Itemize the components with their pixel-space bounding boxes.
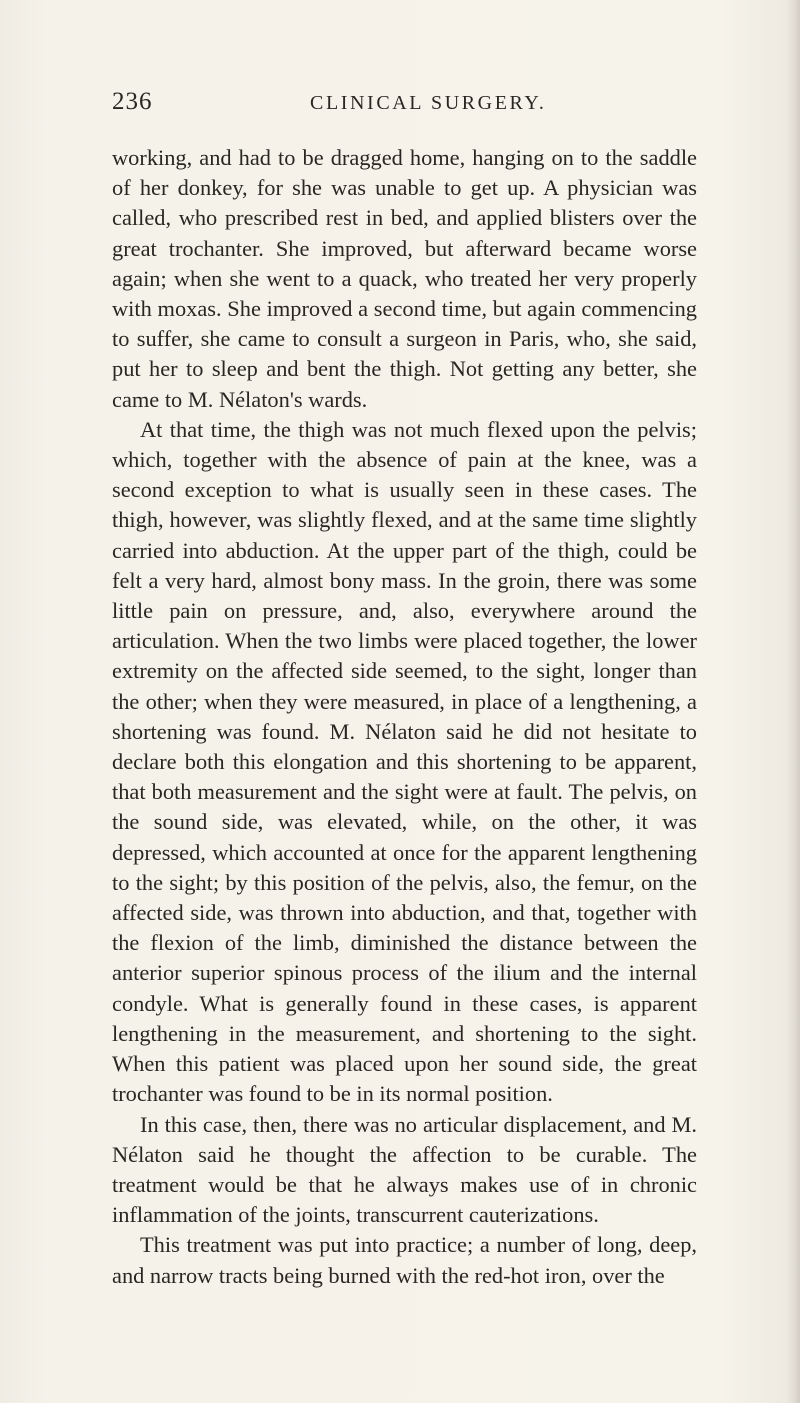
running-head — [112, 88, 692, 122]
paragraph-continued: working, and had to be dragged home, hanging on to the saddle of her donkey, for she was unable to get up. A physician was called, who prescribed rest in bed, and applied blisters over the great trochanter. She improved, but afterward became worse again; when she went to a quack, who treated her very properly with moxas. She improved a second time, but again commencing to suffer, she came to consult a surgeon in Paris, who, she said, put her to sleep and bent the thigh. Not getting any better, she came to M. Nélaton's wards. — [112, 145, 697, 412]
page-edge-shadow — [786, 0, 800, 1403]
page-number: 236 — [112, 88, 153, 115]
running-head-title: CLINICAL SURGERY. — [310, 92, 547, 114]
paragraph: This treatment was put into practice; a number of long, deep, and narrow tracts being burned with the red-hot iron, over the — [112, 1232, 697, 1288]
paragraph: At that time, the thigh was not much flexed upon the pelvis; which, together with the absence of pain at the knee, was a second exception to what is usually seen in these cases. The thigh, however, was slightly flexed, and at the same time slightly carried into abduction. At the upper part of the thigh, could be felt a very hard, almost bony mass. In the groin, there was some little pain on pressure, and, also, everywhere around the articulation. When the two limbs were placed together, the lower extremity on the affected side seemed, to the sight, longer than the other; when they were measured, in place of a lengthening, a shortening was found. M. Nélaton said he did not hesitate to declare both this elongation and this shortening to be apparent, that both measurement and the sight were at fault. The pelvis, on the sound side, was elevated, while, on the other, it was depressed, which accounted at once for the apparent lengthening to the sight; by this position of the pelvis, also, the femur, on the affected side, was thrown into abduction, and that, together with the flexion of the limb, diminished the distance between the anterior superior spinous process of the ilium and the internal condyle. What is generally found in these cases, is apparent lengthening in the measurement, and shortening to the sight. When this patient was placed upon her sound side, the great trochanter was found to be in its normal position. — [112, 416, 697, 1107]
paragraph: In this case, then, there was no articular displacement, and M. Nélaton said he thought the affection to be curable. The treatment would be that he always makes use of in chronic inflammation of the joints, transcurrent cauterizations. — [112, 1111, 697, 1228]
body-text — [112, 143, 697, 1291]
